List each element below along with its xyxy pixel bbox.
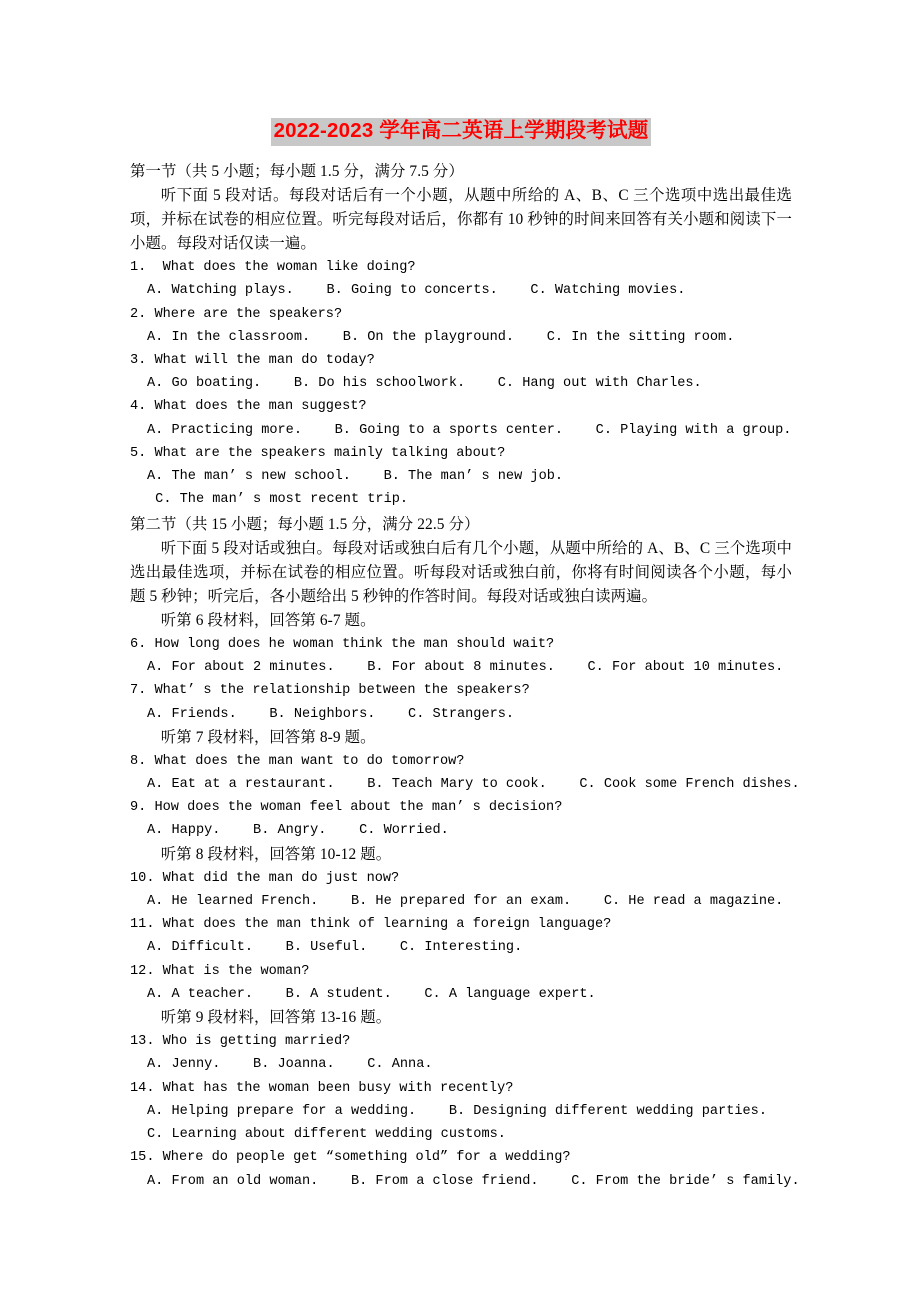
question-stem: 9. How does the woman feel about the man’ s decision?	[130, 800, 563, 816]
question-stem: 10. What did the man do just now?	[130, 870, 400, 886]
question-options: A. A teacher. B. A student. C. A language expert.	[147, 986, 596, 1002]
question-stem: 7. What’ s the relationship between the speakers?	[130, 683, 530, 699]
question-options: A. Jenny. B. Joanna. C. Anna.	[147, 1057, 433, 1073]
question-stem: 4. What does the man suggest?	[130, 399, 367, 415]
section-1-heading: 第一节（共 5 小题；每小题 1.5 分，满分 7.5 分）	[130, 162, 464, 180]
section-1-questions	[130, 256, 792, 512]
question-stem: 13. Who is getting married?	[130, 1034, 351, 1050]
material-cue-7: 听第 7 段材料，回答第 8-9 题。	[160, 728, 376, 746]
material-cue-8: 听第 8 段材料，回答第 10-12 题。	[160, 845, 392, 863]
question-stem: 12. What is the woman?	[130, 963, 310, 979]
question-stem: 14. What has the woman been busy with recently?	[130, 1080, 514, 1096]
question-options: C. Learning about different wedding customs.	[147, 1127, 506, 1143]
question-stem: 2. Where are the speakers?	[130, 306, 343, 322]
question-options: A. Happy. B. Angry. C. Worried.	[147, 823, 449, 839]
question-options: A. He learned French. B. He prepared for an exam. C. He read a magazine.	[147, 893, 784, 909]
question-options: A. Eat at a restaurant. B. Teach Mary to cook. C. Cook some French dishes.	[147, 777, 800, 793]
question-options: A. Go boating. B. Do his schoolwork. C. Hang out with Charles.	[147, 376, 702, 392]
question-options: A. Difficult. B. Useful. C. Interesting.	[147, 940, 523, 956]
question-options: A. Friends. B. Neighbors. C. Strangers.	[147, 706, 515, 722]
question-stem: 1. What does the woman like doing?	[130, 260, 416, 276]
page-title: 2022-2023 学年高二英语上学期段考试题	[271, 118, 652, 146]
document-body	[130, 118, 800, 1193]
question-options: A. For about 2 minutes. B. For about 8 minutes. C. For about 10 minutes.	[147, 660, 784, 676]
question-options: A. In the classroom. B. On the playground. C. In the sitting room.	[147, 329, 735, 345]
question-stem: 5. What are the speakers mainly talking about?	[130, 445, 506, 461]
question-options: A. Helping prepare for a wedding. B. Designing different wedding parties.	[147, 1103, 767, 1119]
question-stem: 11. What does the man think of learning a foreign language?	[130, 917, 612, 933]
question-stem: 6. How long does he woman think the man should wait?	[130, 636, 555, 652]
section-2-heading: 第二节（共 15 小题；每小题 1.5 分，满分 22.5 分）	[130, 515, 480, 533]
question-stem: 3. What will the man do today?	[130, 353, 375, 369]
question-stem: 8. What does the man want to do tomorrow?	[130, 753, 465, 769]
question-options: C. The man’ s most recent trip.	[147, 492, 409, 508]
material-cue-9: 听第 9 段材料，回答第 13-16 题。	[160, 1009, 392, 1027]
section-2-instructions: 听下面 5 段对话或独白。每段对话或独白后有几个小题，从题中所给的 A、B、C 三个选项中选出最佳选项，并标在试卷的相应位置。听每段对话或独白前，你将有时间阅读各个小题，每小题 5 秒钟；听完后，各小题给出 5 秒钟的作答时间。每段对话或独白读两遍。	[130, 539, 792, 605]
question-options: A. Watching plays. B. Going to concerts. C. Watching movies.	[147, 283, 686, 299]
title-row	[130, 118, 792, 146]
section-1-instructions: 听下面 5 段对话。每段对话后有一个小题，从题中所给的 A、B、C 三个选项中选出最佳选项，并标在试卷的相应位置。听完每段对话后，你都有 10 秒钟的时间来回答有关小题和阅读下一小题。每段对话仅读一遍。	[130, 186, 792, 253]
material-cue-6: 听第 6 段材料，回答第 6-7 题。	[160, 611, 376, 629]
question-options: A. The man’ s new school. B. The man’ s new job.	[147, 469, 564, 485]
question-stem: 15. Where do people get “something old” for a wedding?	[130, 1150, 571, 1166]
question-options: A. Practicing more. B. Going to a sports center. C. Playing with a group.	[147, 422, 792, 438]
question-options: A. From an old woman. B. From a close friend. C. From the bride’ s family.	[147, 1173, 800, 1189]
